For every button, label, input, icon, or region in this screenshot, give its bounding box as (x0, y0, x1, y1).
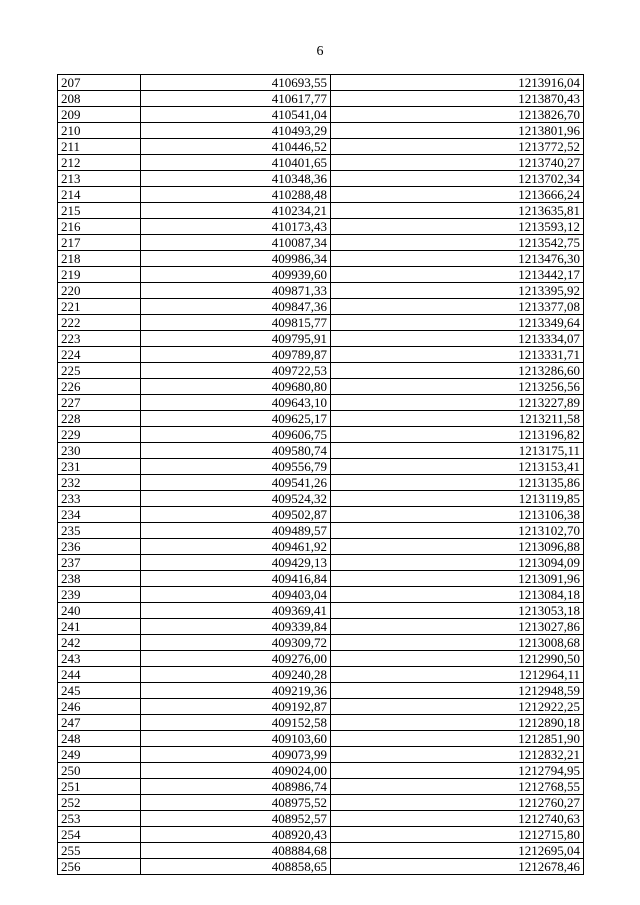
table-row (58, 603, 584, 619)
table-row (58, 523, 584, 539)
table-row (58, 443, 584, 459)
table-row (58, 491, 584, 507)
table-row (58, 731, 584, 747)
y-coordinate-cell: 1213476,30 (331, 251, 584, 267)
x-coordinate-cell: 409502,87 (141, 507, 331, 523)
y-coordinate-cell: 1213826,70 (331, 107, 584, 123)
y-coordinate-cell: 1213870,43 (331, 91, 584, 107)
table-row (58, 795, 584, 811)
y-coordinate-cell: 1213334,07 (331, 331, 584, 347)
point-number-cell: 250 (58, 763, 141, 779)
x-coordinate-cell: 410617,77 (141, 91, 331, 107)
point-number-cell: 230 (58, 443, 141, 459)
table-row (58, 699, 584, 715)
x-coordinate-cell: 409847,36 (141, 299, 331, 315)
y-coordinate-cell: 1212948,59 (331, 683, 584, 699)
x-coordinate-cell: 410348,36 (141, 171, 331, 187)
table-row (58, 619, 584, 635)
point-number-cell: 216 (58, 219, 141, 235)
point-number-cell: 218 (58, 251, 141, 267)
table-row (58, 427, 584, 443)
x-coordinate-cell: 409722,53 (141, 363, 331, 379)
y-coordinate-cell: 1213094,09 (331, 555, 584, 571)
table-row (58, 91, 584, 107)
table-row (58, 747, 584, 763)
y-coordinate-cell: 1213102,70 (331, 523, 584, 539)
y-coordinate-cell: 1212890,18 (331, 715, 584, 731)
table-row (58, 235, 584, 251)
x-coordinate-cell: 409339,84 (141, 619, 331, 635)
table-row (58, 219, 584, 235)
x-coordinate-cell: 408858,65 (141, 859, 331, 875)
point-number-cell: 245 (58, 683, 141, 699)
x-coordinate-cell: 409103,60 (141, 731, 331, 747)
table-row (58, 395, 584, 411)
point-number-cell: 227 (58, 395, 141, 411)
x-coordinate-cell: 409276,00 (141, 651, 331, 667)
point-number-cell: 228 (58, 411, 141, 427)
x-coordinate-cell: 409309,72 (141, 635, 331, 651)
table-row (58, 315, 584, 331)
x-coordinate-cell: 408920,43 (141, 827, 331, 843)
y-coordinate-cell: 1213196,82 (331, 427, 584, 443)
point-number-cell: 214 (58, 187, 141, 203)
y-coordinate-cell: 1212768,55 (331, 779, 584, 795)
y-coordinate-cell: 1213331,71 (331, 347, 584, 363)
y-coordinate-cell: 1213801,96 (331, 123, 584, 139)
y-coordinate-cell: 1212740,63 (331, 811, 584, 827)
table-row (58, 139, 584, 155)
point-number-cell: 242 (58, 635, 141, 651)
table-row (58, 843, 584, 859)
table-row (58, 635, 584, 651)
x-coordinate-cell: 410173,43 (141, 219, 331, 235)
table-row (58, 155, 584, 171)
point-number-cell: 232 (58, 475, 141, 491)
x-coordinate-cell: 408986,74 (141, 779, 331, 795)
point-number-cell: 207 (58, 75, 141, 91)
x-coordinate-cell: 409541,26 (141, 475, 331, 491)
table-row (58, 683, 584, 699)
x-coordinate-cell: 409939,60 (141, 267, 331, 283)
y-coordinate-cell: 1213119,85 (331, 491, 584, 507)
y-coordinate-cell: 1213053,18 (331, 603, 584, 619)
x-coordinate-cell: 409643,10 (141, 395, 331, 411)
x-coordinate-cell: 408952,57 (141, 811, 331, 827)
point-number-cell: 255 (58, 843, 141, 859)
table-row (58, 363, 584, 379)
y-coordinate-cell: 1213153,41 (331, 459, 584, 475)
table-row (58, 651, 584, 667)
y-coordinate-cell: 1213377,08 (331, 299, 584, 315)
table-row (58, 299, 584, 315)
table-row (58, 779, 584, 795)
table-row (58, 379, 584, 395)
y-coordinate-cell: 1212964,11 (331, 667, 584, 683)
point-number-cell: 217 (58, 235, 141, 251)
x-coordinate-cell: 409403,04 (141, 587, 331, 603)
y-coordinate-cell: 1213211,58 (331, 411, 584, 427)
table-row (58, 715, 584, 731)
point-number-cell: 211 (58, 139, 141, 155)
x-coordinate-cell: 409815,77 (141, 315, 331, 331)
y-coordinate-cell: 1213702,34 (331, 171, 584, 187)
x-coordinate-cell: 409073,99 (141, 747, 331, 763)
point-number-cell: 243 (58, 651, 141, 667)
table-row (58, 331, 584, 347)
point-number-cell: 233 (58, 491, 141, 507)
point-number-cell: 254 (58, 827, 141, 843)
x-coordinate-cell: 410401,65 (141, 155, 331, 171)
table-row (58, 459, 584, 475)
point-number-cell: 225 (58, 363, 141, 379)
x-coordinate-cell: 410288,48 (141, 187, 331, 203)
point-number-cell: 231 (58, 459, 141, 475)
point-number-cell: 241 (58, 619, 141, 635)
x-coordinate-cell: 409369,41 (141, 603, 331, 619)
x-coordinate-cell: 408975,52 (141, 795, 331, 811)
point-number-cell: 247 (58, 715, 141, 731)
y-coordinate-cell: 1213772,52 (331, 139, 584, 155)
x-coordinate-cell: 410541,04 (141, 107, 331, 123)
point-number-cell: 219 (58, 267, 141, 283)
x-coordinate-cell: 410493,29 (141, 123, 331, 139)
point-number-cell: 223 (58, 331, 141, 347)
point-number-cell: 236 (58, 539, 141, 555)
point-number-cell: 237 (58, 555, 141, 571)
table-row (58, 171, 584, 187)
y-coordinate-cell: 1213542,75 (331, 235, 584, 251)
y-coordinate-cell: 1212990,50 (331, 651, 584, 667)
y-coordinate-cell: 1213106,38 (331, 507, 584, 523)
point-number-cell: 221 (58, 299, 141, 315)
y-coordinate-cell: 1213593,12 (331, 219, 584, 235)
table-row (58, 859, 584, 875)
point-number-cell: 239 (58, 587, 141, 603)
y-coordinate-cell: 1213635,81 (331, 203, 584, 219)
table-row (58, 75, 584, 91)
point-number-cell: 224 (58, 347, 141, 363)
point-number-cell: 208 (58, 91, 141, 107)
point-number-cell: 210 (58, 123, 141, 139)
table-row (58, 251, 584, 267)
point-number-cell: 251 (58, 779, 141, 795)
x-coordinate-cell: 409625,17 (141, 411, 331, 427)
table-row (58, 827, 584, 843)
y-coordinate-cell: 1213395,92 (331, 283, 584, 299)
x-coordinate-cell: 409871,33 (141, 283, 331, 299)
table-row (58, 203, 584, 219)
x-coordinate-cell: 410234,21 (141, 203, 331, 219)
x-coordinate-cell: 409416,84 (141, 571, 331, 587)
x-coordinate-cell: 409461,92 (141, 539, 331, 555)
x-coordinate-cell: 409556,79 (141, 459, 331, 475)
point-number-cell: 229 (58, 427, 141, 443)
y-coordinate-cell: 1213227,89 (331, 395, 584, 411)
y-coordinate-cell: 1213091,96 (331, 571, 584, 587)
point-number-cell: 234 (58, 507, 141, 523)
point-number-cell: 253 (58, 811, 141, 827)
point-number-cell: 252 (58, 795, 141, 811)
x-coordinate-cell: 409606,75 (141, 427, 331, 443)
y-coordinate-cell: 1213916,04 (331, 75, 584, 91)
y-coordinate-cell: 1213175,11 (331, 443, 584, 459)
point-number-cell: 235 (58, 523, 141, 539)
point-number-cell: 212 (58, 155, 141, 171)
y-coordinate-cell: 1212715,80 (331, 827, 584, 843)
x-coordinate-cell: 409024,00 (141, 763, 331, 779)
point-number-cell: 244 (58, 667, 141, 683)
x-coordinate-cell: 409680,80 (141, 379, 331, 395)
y-coordinate-cell: 1213442,17 (331, 267, 584, 283)
table-row (58, 587, 584, 603)
point-number-cell: 215 (58, 203, 141, 219)
x-coordinate-cell: 409789,87 (141, 347, 331, 363)
y-coordinate-cell: 1213008,68 (331, 635, 584, 651)
table-row (58, 539, 584, 555)
x-coordinate-cell: 409240,28 (141, 667, 331, 683)
y-coordinate-cell: 1212794,95 (331, 763, 584, 779)
point-number-cell: 238 (58, 571, 141, 587)
x-coordinate-cell: 409152,58 (141, 715, 331, 731)
y-coordinate-cell: 1212922,25 (331, 699, 584, 715)
coordinates-table-body (58, 75, 584, 875)
table-row (58, 107, 584, 123)
point-number-cell: 249 (58, 747, 141, 763)
y-coordinate-cell: 1213349,64 (331, 315, 584, 331)
point-number-cell: 226 (58, 379, 141, 395)
x-coordinate-cell: 410693,55 (141, 75, 331, 91)
point-number-cell: 248 (58, 731, 141, 747)
x-coordinate-cell: 409986,34 (141, 251, 331, 267)
x-coordinate-cell: 409219,36 (141, 683, 331, 699)
y-coordinate-cell: 1212695,04 (331, 843, 584, 859)
y-coordinate-cell: 1212760,27 (331, 795, 584, 811)
y-coordinate-cell: 1212678,46 (331, 859, 584, 875)
table-row (58, 475, 584, 491)
table-row (58, 123, 584, 139)
table-row (58, 347, 584, 363)
y-coordinate-cell: 1213084,18 (331, 587, 584, 603)
table-row (58, 811, 584, 827)
point-number-cell: 220 (58, 283, 141, 299)
x-coordinate-cell: 409795,91 (141, 331, 331, 347)
y-coordinate-cell: 1213135,86 (331, 475, 584, 491)
y-coordinate-cell: 1212851,90 (331, 731, 584, 747)
x-coordinate-cell: 409580,74 (141, 443, 331, 459)
x-coordinate-cell: 409192,87 (141, 699, 331, 715)
point-number-cell: 209 (58, 107, 141, 123)
y-coordinate-cell: 1213286,60 (331, 363, 584, 379)
x-coordinate-cell: 409429,13 (141, 555, 331, 571)
point-number-cell: 246 (58, 699, 141, 715)
point-number-cell: 213 (58, 171, 141, 187)
table-row (58, 411, 584, 427)
table-row (58, 267, 584, 283)
table-row (58, 667, 584, 683)
x-coordinate-cell: 409489,57 (141, 523, 331, 539)
y-coordinate-cell: 1213740,27 (331, 155, 584, 171)
y-coordinate-cell: 1213027,86 (331, 619, 584, 635)
y-coordinate-cell: 1213256,56 (331, 379, 584, 395)
point-number-cell: 240 (58, 603, 141, 619)
x-coordinate-cell: 409524,32 (141, 491, 331, 507)
y-coordinate-cell: 1212832,21 (331, 747, 584, 763)
table-row (58, 507, 584, 523)
x-coordinate-cell: 410446,52 (141, 139, 331, 155)
x-coordinate-cell: 410087,34 (141, 235, 331, 251)
table-row (58, 571, 584, 587)
table-row (58, 187, 584, 203)
point-number-cell: 256 (58, 859, 141, 875)
table-row (58, 763, 584, 779)
x-coordinate-cell: 408884,68 (141, 843, 331, 859)
coordinates-table (57, 74, 584, 875)
table-row (58, 283, 584, 299)
point-number-cell: 222 (58, 315, 141, 331)
y-coordinate-cell: 1213096,88 (331, 539, 584, 555)
table-row (58, 555, 584, 571)
y-coordinate-cell: 1213666,24 (331, 187, 584, 203)
page-number: 6 (316, 44, 324, 59)
